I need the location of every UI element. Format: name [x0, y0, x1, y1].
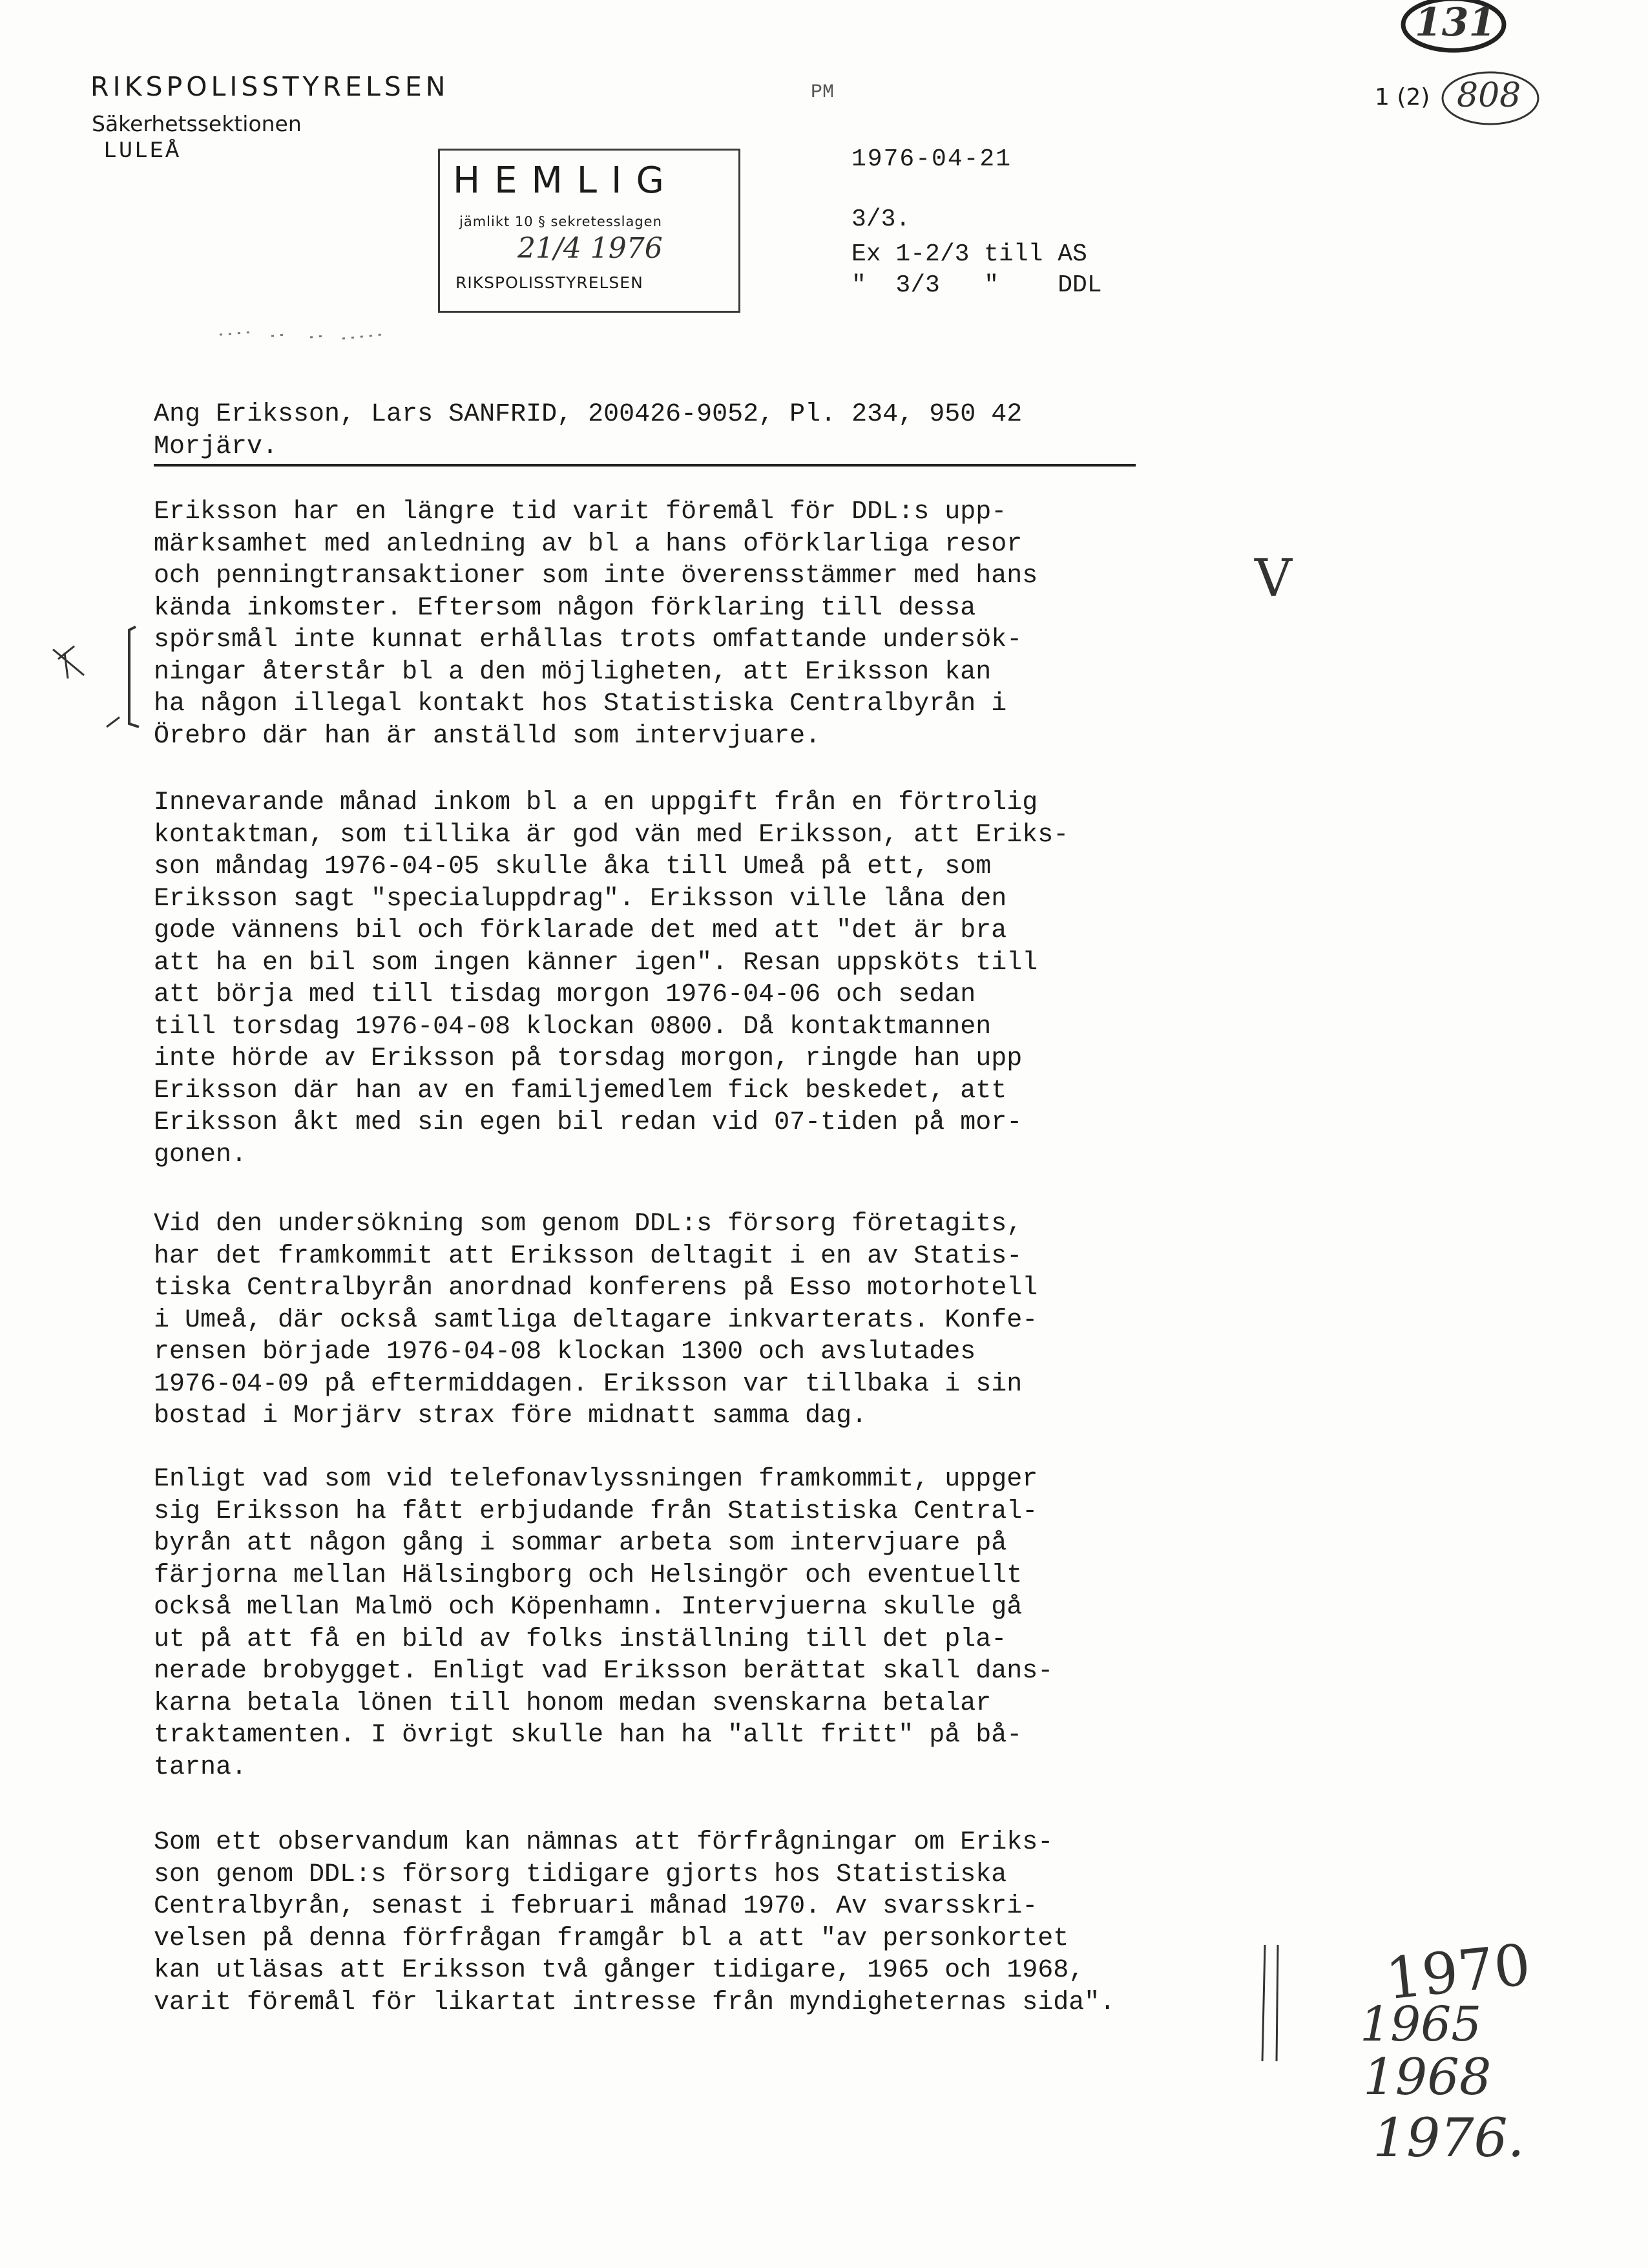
text-line: Centralbyrån, senast i februari månad 1970. Av svarsskri- — [154, 1892, 1038, 1921]
text-line: att börja med till tisdag morgon 1976-04-06 och sedan — [154, 980, 976, 1009]
text-line: ha någon illegal kontakt hos Statistiska Centralbyrån i — [154, 689, 1007, 719]
text-line: 1976-04-09 på eftermiddagen. Eriksson var tillbaka i sin — [154, 1369, 1023, 1399]
section-name: Säkerhetssektionen — [92, 111, 302, 136]
document-type: PM — [811, 81, 835, 103]
margin-bracket-icon — [39, 614, 155, 737]
text-line: Eriksson har en längre tid varit föremål för DDL:s upp- — [154, 498, 1007, 527]
organization-name: RIKSPOLISSTYRELSEN — [90, 71, 450, 102]
text-line: har det framkommit att Eriksson deltagit i en av Statis- — [154, 1241, 1023, 1271]
text-line: karna betala lönen till honom medan svenskarna betalar — [154, 1688, 992, 1718]
text-line: varit föremål för likartat intresse från myndigheternas sida". — [154, 1988, 1116, 2017]
text-line: gode vännens bil och förklarade det med att "det är bra — [154, 916, 1007, 945]
subject-line-2: Morjärv. — [154, 432, 278, 461]
handwritten-year: 1970 — [1382, 1931, 1534, 2013]
text-line: Enligt vad som vid telefonavlyssningen framkommit, uppger — [154, 1465, 1038, 1494]
text-line: märksamhet med anledning av bl a hans oförklarliga resor — [154, 529, 1023, 559]
text-line: Vid den undersökning som genom DDL:s försorg företagits, — [154, 1210, 1023, 1239]
text-line: traktamenten. I övrigt skulle han ha "allt fritt" på bå- — [154, 1721, 1023, 1750]
text-line: i Umeå, där också samtliga deltagare inkvarterats. Konfe- — [154, 1305, 1038, 1335]
text-line: kan utläsas att Eriksson två gånger tidigare, 1965 och 1968, — [154, 1956, 1085, 1985]
text-line: son måndag 1976-04-05 skulle åka till Umeå på ett, som — [154, 852, 992, 881]
text-line: rensen började 1976-04-08 klockan 1300 och avslutades — [154, 1338, 976, 1367]
text-line: spörsmål inte kunnat erhållas trots omfattande undersök- — [154, 625, 1023, 655]
text-line: att ha en bil som ingen känner igen". Resan uppsköts till — [154, 948, 1038, 978]
secrecy-stamp — [438, 149, 740, 313]
text-line: Eriksson sagt "specialuppdrag". Eriksson ville låna den — [154, 884, 1007, 914]
copy-count: 3/3. — [851, 205, 911, 233]
text-line: Innevarande månad inkom bl a en uppgift från en förtrolig — [154, 788, 1038, 817]
distribution-line-2: " 3/3 " DDL — [851, 271, 1102, 299]
paragraph-2 — [154, 787, 1149, 1171]
handwritten-file-number: 808 — [1457, 76, 1521, 115]
text-line: Örebro där han är anställd som intervjuare. — [154, 721, 821, 751]
text-line: velsen på denna förfrågan framgår bl a att "av personkortet — [154, 1924, 1069, 1953]
stamp-date: 21/4 1976 — [517, 232, 663, 265]
paragraph-3 — [154, 1208, 1149, 1433]
text-line: Som ett observandum kan nämnas att förfrågningar om Eriks- — [154, 1828, 1054, 1857]
text-line: inte hörde av Eriksson på torsdag morgon, ringde han upp — [154, 1044, 1023, 1073]
text-line: byrån att någon gång i sommar arbeta som intervjuare på — [154, 1529, 1007, 1558]
text-line: också mellan Malmö och Köpenhamn. Intervjuerna skulle gå — [154, 1593, 1023, 1622]
stamp-legal-basis: jämlikt 10 § sekretesslagen — [459, 214, 662, 229]
text-line: son genom DDL:s försorg tidigare gjorts hos Statistiska — [154, 1860, 1007, 1889]
text-line: Eriksson åkt med sin egen bil redan vid 07-tiden på mor- — [154, 1108, 1023, 1137]
subject-underline — [154, 464, 1136, 467]
text-line: sig Eriksson ha fått erbjudande från Statistiska Central- — [154, 1496, 1038, 1526]
text-line: gonen. — [154, 1140, 247, 1170]
text-line: bostad i Morjärv strax före midnatt samma dag. — [154, 1402, 868, 1431]
stamp-authority: RIKSPOLISSTYRELSEN — [455, 273, 643, 292]
text-line: tiska Centralbyrån anordnad konferens på Esso motorhotell — [154, 1274, 1038, 1303]
text-line: färjorna mellan Hälsingborg och Helsingör och eventuellt — [154, 1560, 1023, 1590]
margin-double-line-icon — [1253, 1938, 1292, 2068]
text-line: Eriksson där han av en familjemedlem fick beskedet, att — [154, 1076, 1007, 1106]
paragraph-4 — [154, 1464, 1149, 1783]
margin-check-mark: V — [1255, 548, 1292, 608]
text-line: nerade brobygget. Enligt vad Eriksson berättat skall dans- — [154, 1657, 1054, 1686]
text-line: kontaktman, som tillika är god vän med Eriksson, att Eriks- — [154, 820, 1069, 850]
distribution-line-1: Ex 1-2/3 till AS — [851, 240, 1087, 268]
stamp-smudge-icon — [213, 323, 407, 342]
text-line: till torsdag 1976-04-08 klockan 0800. Då kontaktmannen — [154, 1012, 992, 1042]
subject-line — [154, 399, 1136, 463]
paragraph-1 — [154, 496, 1149, 752]
paragraph-5 — [154, 1827, 1149, 2019]
handwritten-year: 1968 — [1363, 2048, 1492, 2106]
document-date: 1976-04-21 — [851, 145, 1012, 173]
handwritten-year: 1976. — [1373, 2108, 1525, 2169]
text-line: tarna. — [154, 1752, 247, 1782]
handwritten-year: 1965 — [1360, 1997, 1482, 2052]
stamp-title: HEMLIG — [453, 160, 678, 202]
text-line: kända inkomster. Eftersom någon förklaring till dessa — [154, 593, 976, 623]
text-line: ningar återstår bl a den möjligheten, att Eriksson kan — [154, 657, 992, 687]
text-line: ut på att få en bild av folks inställning till det pla- — [154, 1624, 1007, 1654]
text-line: och penningtransaktioner som inte överensstämmer med hans — [154, 562, 1038, 591]
city-name: LULEÅ — [103, 138, 182, 164]
page-number: 1 (2) — [1375, 84, 1430, 110]
subject-line-1: Ang Eriksson, Lars SANFRID, 200426-9052, Pl. 234, 950 42 — [154, 400, 1023, 429]
circled-number: 131 — [1415, 0, 1496, 45]
